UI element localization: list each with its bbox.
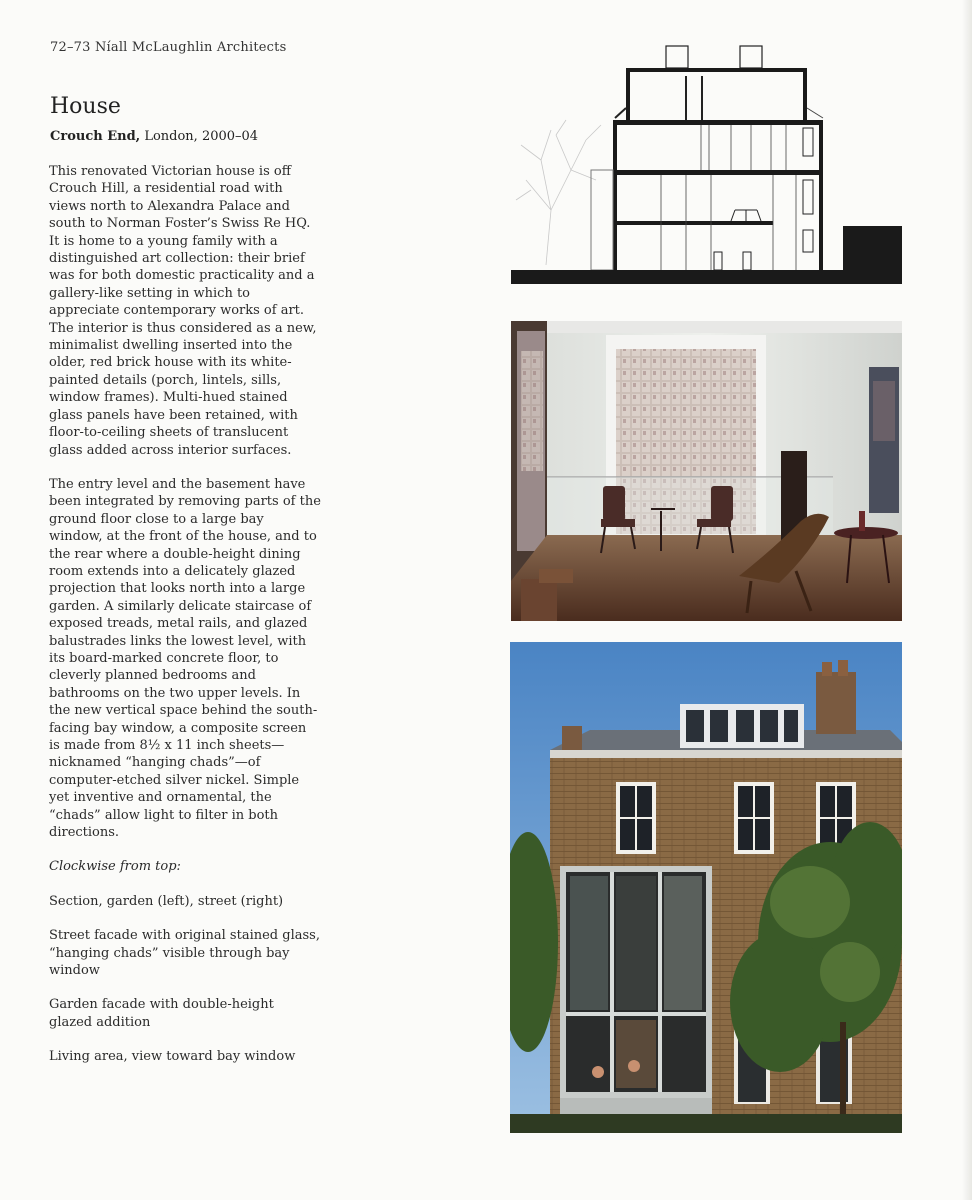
location-city-years: London, 2000–04 [140, 129, 259, 144]
location-district: Crouch End, [50, 129, 141, 144]
page-edge-shadow [962, 0, 972, 1200]
interior-photo [511, 321, 902, 621]
page-numbers: 72–73 [50, 40, 91, 55]
caption-item: Section, garden (left), street (right) [49, 893, 284, 909]
body-paragraph-2: The entry level and the basement have been integrated by removing parts of the ground floor close to a large bay window, at the front of the house, and to the rear where a double-height dining room extends into a delicately glazed projection that looks north into a large garden. A similarly delicate staircase of exposed treads, metal rails, and glazed balustrades links the lowest level, with its board-marked concrete floor, to cleverly planned bedrooms and bathrooms on the two upper levels. In the new vertical space behind the south-facing bay window, a composite screen is made from 8½ x 11 inch sheets—nicknamed “hanging chads”—of computer-etched silver nickel. Simple yet inventive and ornamental, the “chads” allow light to filter in both directions. [49, 476, 321, 841]
garden-facade-photo [510, 642, 902, 1133]
architect-name: Níall McLaughlin Architects [94, 40, 287, 55]
section-drawing [511, 40, 902, 287]
project-title: House [50, 94, 121, 119]
caption-item: Street facade with original stained glass, “hanging chads” visible through bay window [49, 928, 320, 979]
body-paragraph-1: This renovated Victorian house is off Crouch Hill, a residential road with views north to Alexandra Palace and south to Norman Foster’s Swiss Re HQ. It is home to a young family with a distinguished art collection: their brief was for both domestic practicality and a gallery-like setting in which to appreciate contemporary works of art. The interior is thus considered as a new, minimalist dwelling inserted into the older, red brick house with its white-painted details (porch, lintels, sills, window frames). Multi-hued stained glass panels have been retained, with floor-to-ceiling sheets of translucent glass added across interior surfaces. [49, 164, 317, 458]
caption-item: Garden facade with double-height glazed addition [49, 997, 274, 1030]
running-head [50, 40, 286, 55]
body-text-column [49, 163, 321, 1083]
captions-heading: Clockwise from top: [49, 859, 181, 875]
caption-item: Living area, view toward bay window [49, 1049, 296, 1065]
project-location [50, 129, 258, 144]
